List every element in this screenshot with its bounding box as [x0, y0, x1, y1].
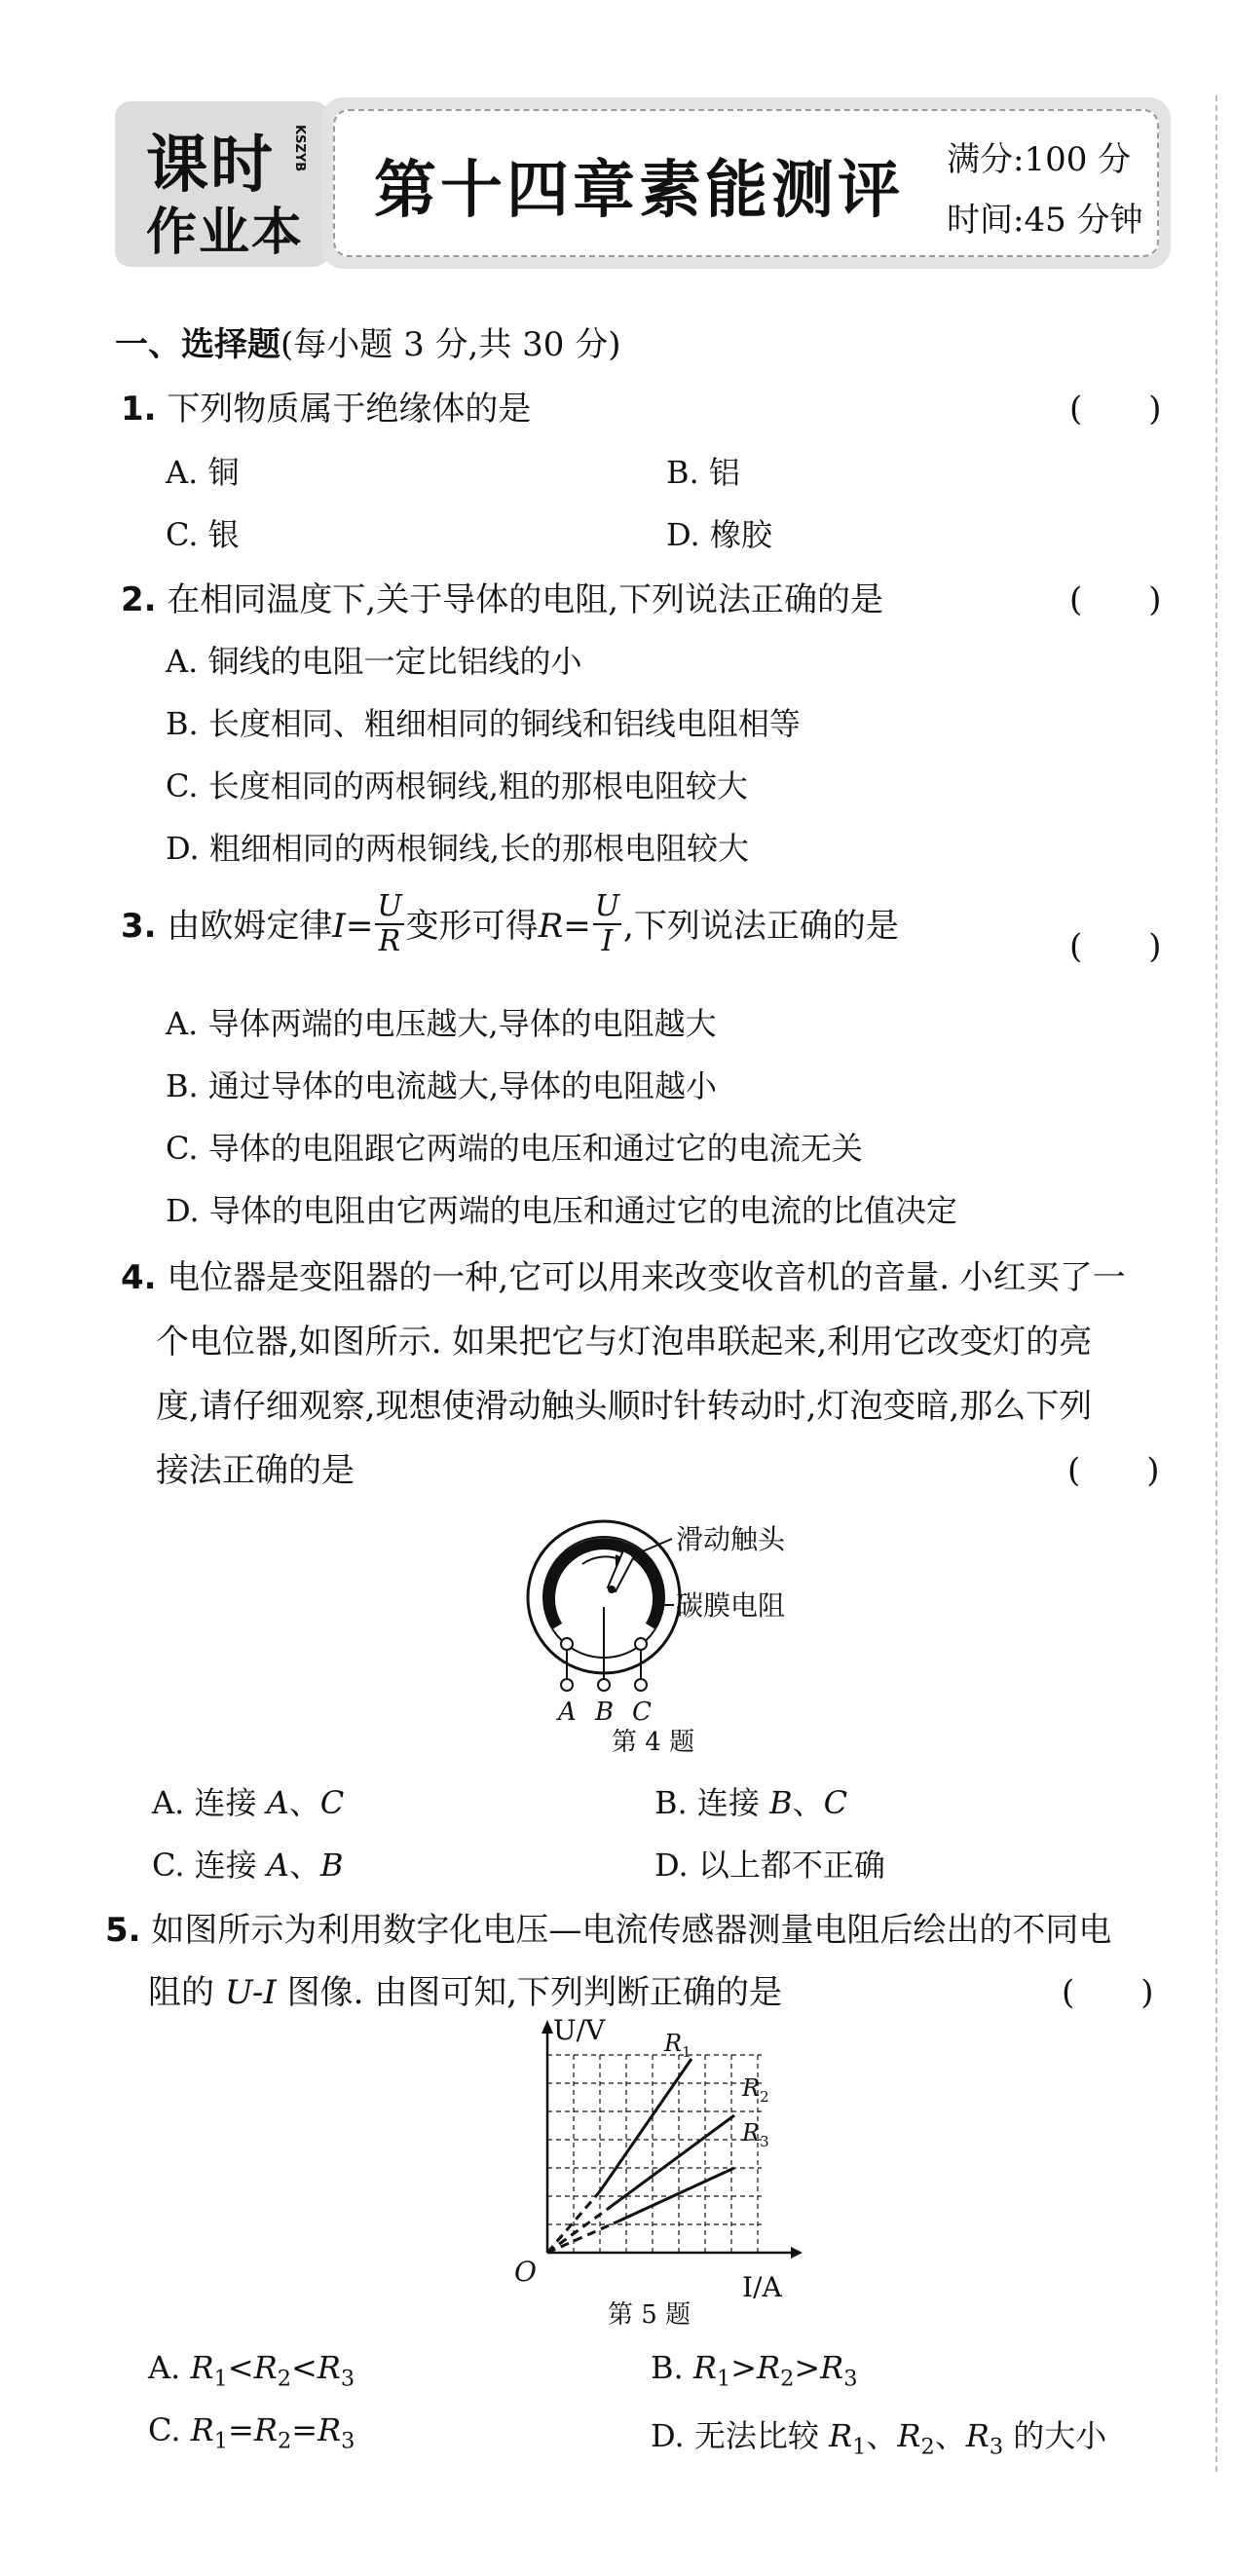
question-4-option-c[interactable]: C. 连接 A、B [152, 1847, 344, 1884]
question-3-option-d[interactable]: D. 导体的电阻由它两端的电压和通过它的电流的比值决定 [166, 1192, 957, 1229]
question-5-option-c[interactable]: C. $R_1=R_2=R_3$ [148, 2411, 355, 2454]
question-2-option-a[interactable]: A. 铜线的电阻一定比铝线的小 [166, 643, 582, 680]
question-3-stem: 3. 由欧姆定律I= $\frac{U}{R}$ 变形可得R= $\frac{U}{I}$ ,下列说法正确的是 [121, 889, 899, 958]
question-4-option-b[interactable]: B. 连接 B、C [654, 1784, 848, 1821]
terminal-a-point [561, 1638, 573, 1650]
r3-label: $R_3$ [742, 2119, 769, 2150]
question-1-answer-blank[interactable]: ( ) [1069, 390, 1162, 429]
figure-4-caption: 第 4 题 [612, 1728, 695, 1757]
question-4-line2: 个电位器,如图所示. 如果把它与灯泡串联起来,利用它改变灯的亮 [156, 1323, 1093, 1362]
logo-text-line1: 课时 [146, 130, 275, 202]
question-5-line2: 阻的 U-I 图像. 由图可知,下列判断正确的是 [148, 1973, 783, 2012]
question-3-option-b[interactable]: B. 通过导体的电流越大,导体的电阻越小 [166, 1067, 718, 1104]
question-4-option-d[interactable]: D. 以上都不正确 [654, 1847, 885, 1884]
graph-grid [547, 2055, 762, 2253]
pin-a [561, 1679, 573, 1691]
question-2-option-b[interactable]: B. 长度相同、粗细相同的铜线和铝线电阻相等 [166, 705, 801, 742]
terminal-b-label: B [595, 1698, 615, 1727]
pin-b [598, 1679, 610, 1691]
question-1-option-c[interactable]: C. 银 [166, 516, 240, 553]
question-1-option-b[interactable]: B. 铝 [666, 454, 740, 491]
section-heading: 一、选择题(每小题 3 分,共 30 分) [115, 325, 621, 364]
terminal-a-label: A [558, 1698, 577, 1727]
origin-label: O [514, 2256, 537, 2288]
question-3-answer-blank[interactable]: ( ) [1069, 927, 1162, 966]
logo-tag: KSZYB [292, 125, 307, 172]
question-4-answer-blank[interactable]: ( ) [1067, 1451, 1160, 1490]
x-axis-arrow [791, 2247, 803, 2259]
question-4-line3: 度,请仔细观察,现想使滑动触头顺时针转动时,灯泡变暗,那么下列 [156, 1387, 1093, 1426]
question-3-option-c[interactable]: C. 导体的电阻跟它两端的电压和通过它的电流无关 [166, 1130, 863, 1167]
page-title: 第十四章素能测评 [374, 155, 904, 227]
fraction-u-over-r: $\frac{U}{R}$ [377, 889, 402, 958]
potentiometer-diagram [506, 1500, 818, 1734]
terminal-c-label: C [632, 1698, 652, 1727]
fraction-u-over-i: $\frac{U}{I}$ [594, 889, 620, 958]
time-limit: 时间:45 分钟 [947, 201, 1143, 240]
y-axis-label: U/V [553, 2016, 606, 2046]
question-5-line1: 5. 如图所示为利用数字化电压—电流传感器测量电阻后绘出的不同电 [105, 1911, 1112, 1950]
question-2-stem: 2. 在相同温度下,关于导体的电阻,下列说法正确的是 [121, 580, 884, 619]
slider-pivot [608, 1586, 616, 1593]
question-1-stem: 1. 下列物质属于绝缘体的是 [121, 390, 532, 429]
question-2-option-d[interactable]: D. 粗细相同的两根铜线,长的那根电阻较大 [166, 830, 750, 867]
question-1-option-d[interactable]: D. 橡胶 [666, 516, 772, 553]
slider-label: 滑动触头 [676, 1523, 786, 1555]
question-4-line1: 4. 电位器是变阻器的一种,它可以用来改变收音机的音量. 小红买了一 [121, 1258, 1126, 1297]
question-4-line4: 接法正确的是 [156, 1451, 355, 1490]
y-axis-arrow [542, 2020, 553, 2034]
page-right-rule [1215, 95, 1217, 2472]
r2-label: $R_2$ [742, 2074, 769, 2106]
x-axis-label: I/A [742, 2271, 782, 2298]
question-5-option-d[interactable]: D. 无法比较 $R_1$、$R_2$、$R_3$ 的大小 [651, 2417, 1107, 2460]
logo-text-line2: 作业本 [146, 204, 305, 262]
line-r1 [600, 2059, 691, 2191]
figure-5-caption: 第 5 题 [608, 2300, 691, 2330]
ui-graph [499, 2016, 810, 2298]
question-5-answer-blank[interactable]: ( ) [1062, 1973, 1154, 2012]
pin-c [635, 1679, 647, 1691]
r1-label: $R_1$ [664, 2030, 691, 2061]
question-5-option-b[interactable]: B. $R_1>R_2>R_3$ [651, 2349, 858, 2392]
terminal-c-point [635, 1638, 647, 1650]
question-1-option-a[interactable]: A. 铜 [166, 454, 240, 491]
question-3-option-a[interactable]: A. 导体两端的电压越大,导体的电阻越大 [166, 1005, 717, 1042]
question-5-option-a[interactable]: A. $R_1<R_2<R_3$ [148, 2349, 355, 2392]
question-2-answer-blank[interactable]: ( ) [1069, 580, 1162, 619]
question-2-option-c[interactable]: C. 长度相同的两根铜线,粗的那根电阻较大 [166, 767, 748, 804]
line-r3-dashed [547, 2223, 614, 2253]
film-label: 碳膜电阻 [676, 1589, 786, 1622]
question-4-option-a[interactable]: A. 连接 A、C [152, 1784, 345, 1821]
full-score: 满分:100 分 [947, 140, 1132, 179]
